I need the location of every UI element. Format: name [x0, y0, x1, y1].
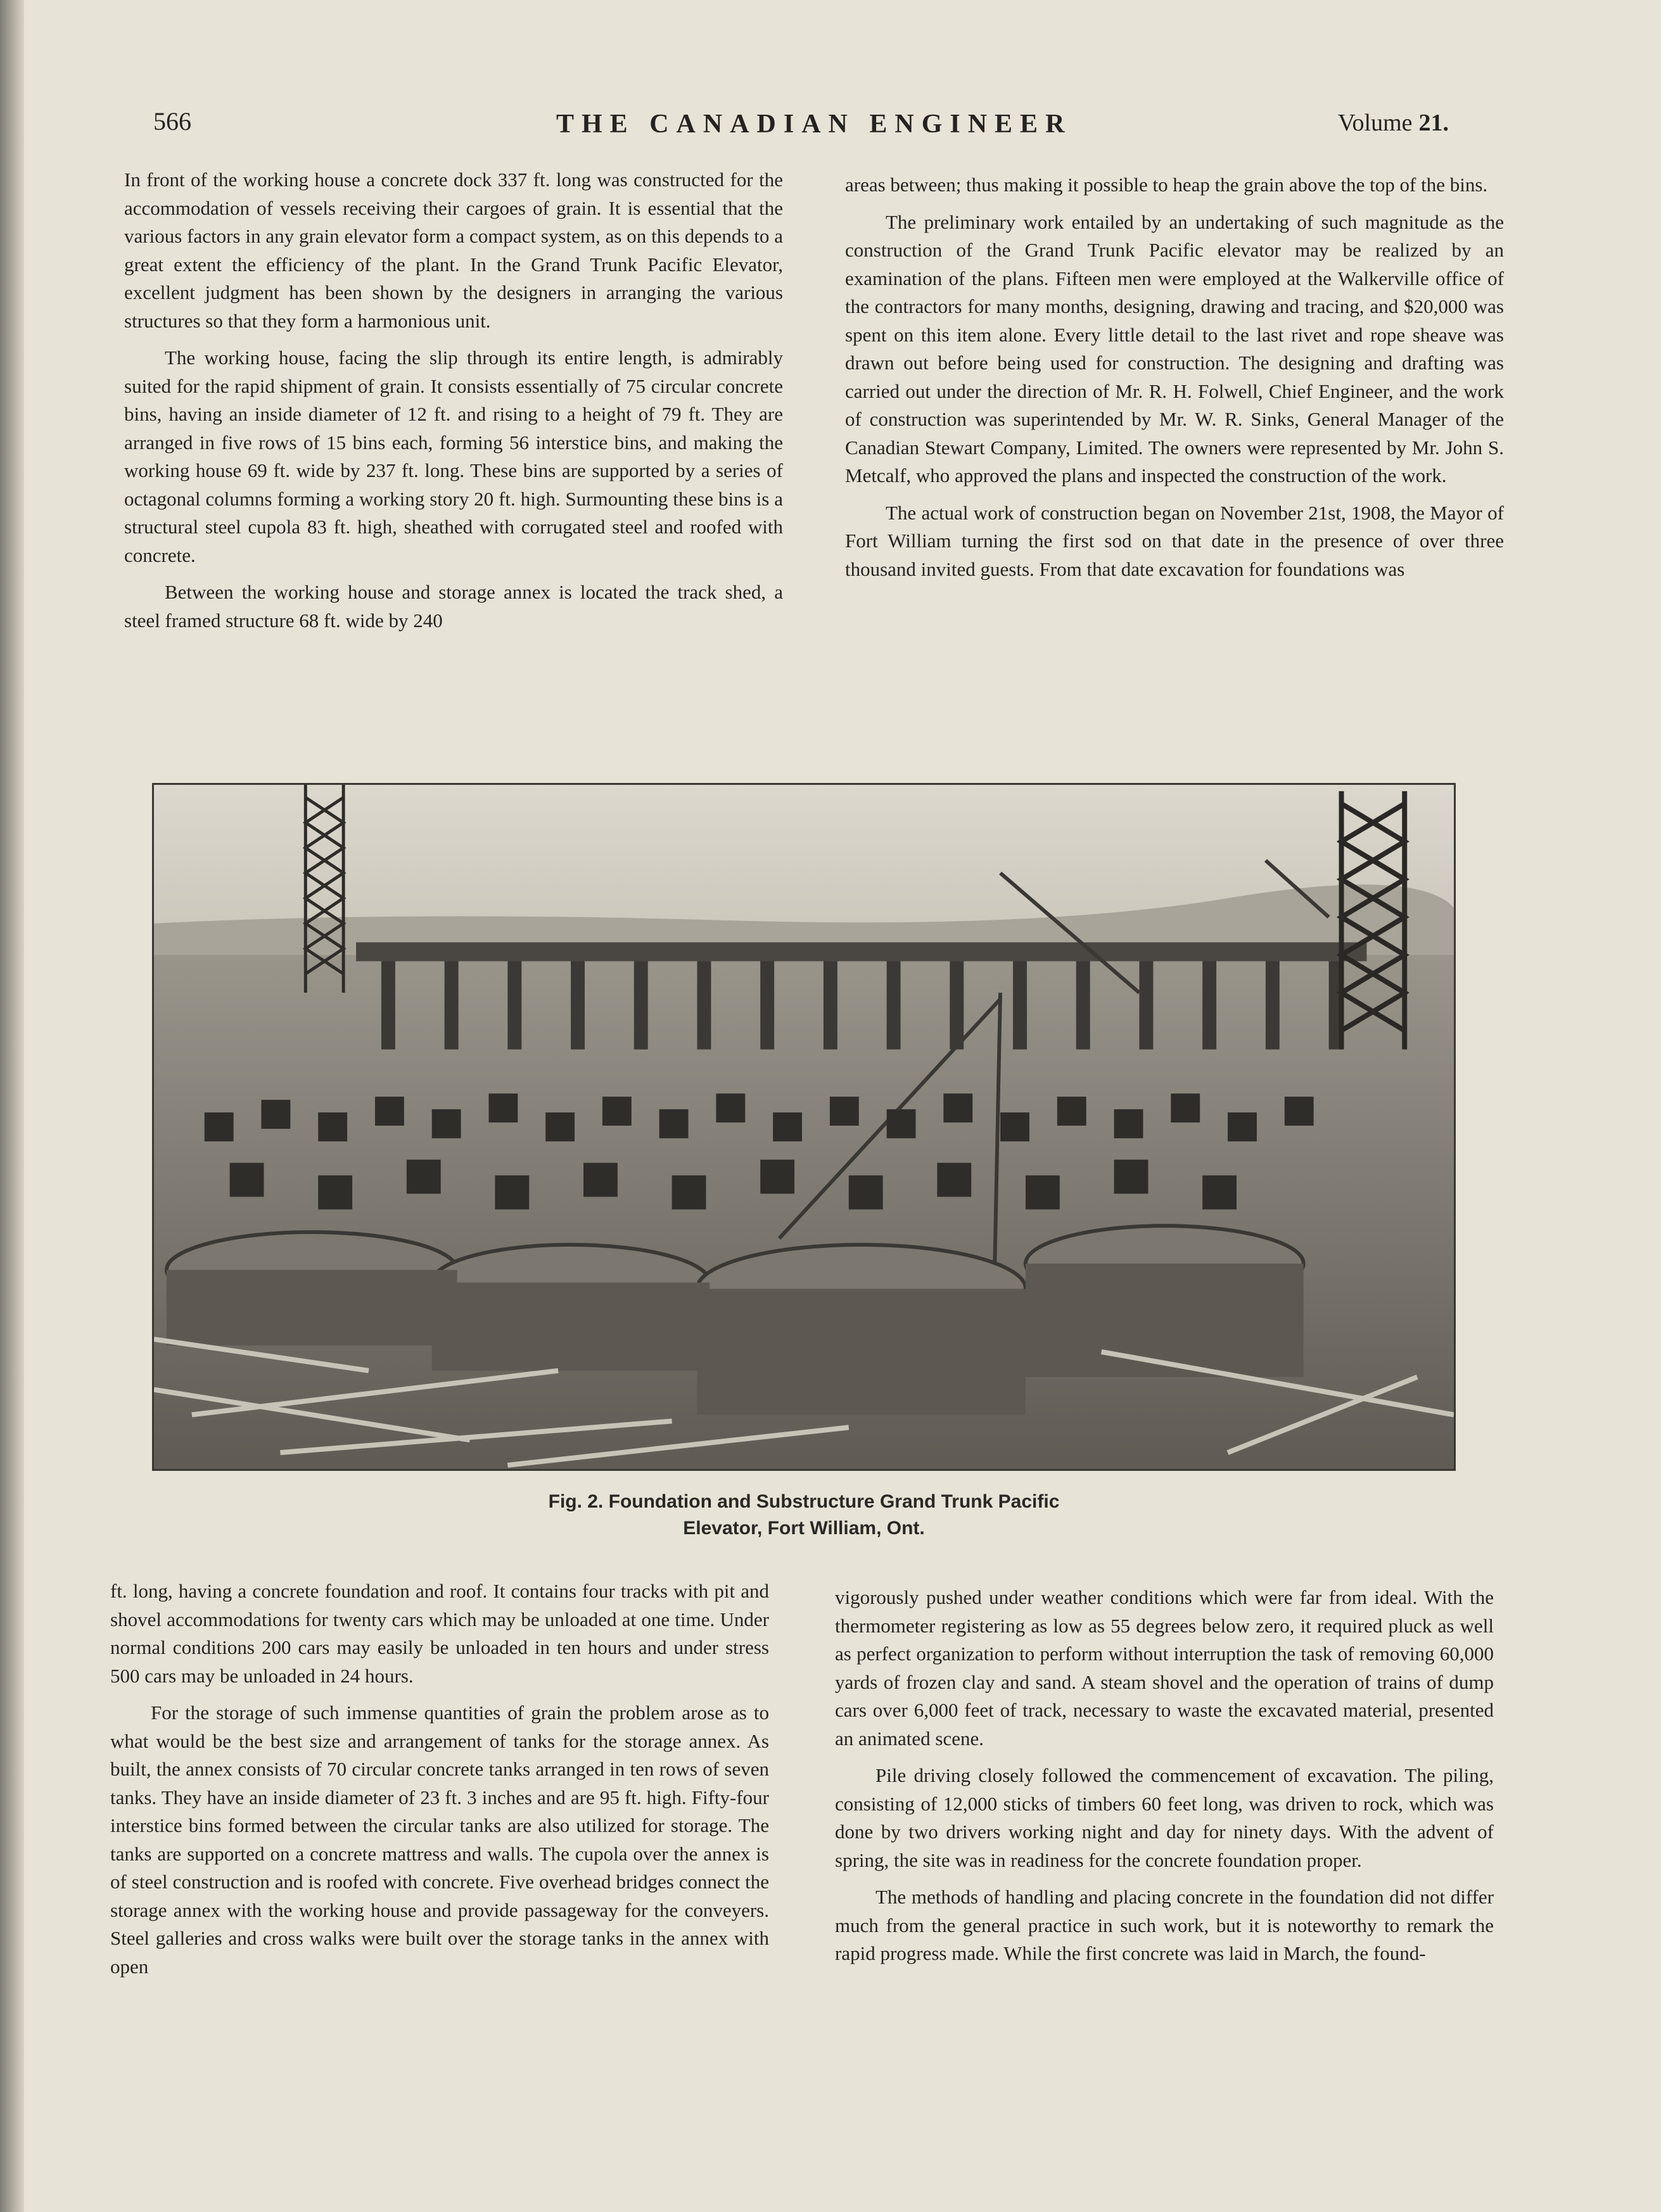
- paragraph: Between the working house and storage annex is located the track shed, a steel framed structure 68 ft. wide by 240: [124, 581, 783, 632]
- running-title: THE CANADIAN ENGINEER: [556, 110, 1072, 139]
- caption-line: Elevator, Fort William, Ont.: [683, 1518, 925, 1539]
- paragraph: In front of the working house a concrete dock 337 ft. long was constructed for the accommodation of vessels receiving their cargoes of grain. It is essential that the various factors in any grain elevator form a compact system, as on this depends to a great extent the efficiency of the plant. In the Grand Trunk Pacific Elevator, excellent judgment has been shown by the designers in arranging the various structures so that they form a harmonious unit.: [124, 168, 783, 332]
- paragraph: areas between; thus making it possible to heap the grain above the top of the bins.: [845, 174, 1488, 196]
- page-binding-edge: [0, 0, 24, 2212]
- column-bottom-left: [110, 1577, 769, 1981]
- volume-label: Volume 21.: [1338, 110, 1449, 136]
- construction-photo: [152, 783, 1456, 1471]
- paragraph: For the storage of such immense quantities of grain the problem arose as to what would be the best size and arrangement of tanks for the storage annex. As built, the annex consists of 70 circular concrete tanks arranged in ten rows of seven tanks. They have an inside diameter of 23 ft. 3 inches and are 95 ft. high. Fifty-four interstice bins formed between the circular tanks are also utilized for storage. The tanks are supported on a concrete mattress and walls. The cupola over the annex is of steel construction and is roofed with concrete. Five overhead bridges connect the storage annex with the working house and provide passageway for the conveyers. Steel galleries and cross walks were built over the storage tanks in the annex with open: [110, 1701, 769, 1978]
- paragraph: ft. long, having a concrete foundation and roof. It contains four tracks with pit and shovel accommodations for twenty cars which may be unloaded at one time. Under normal conditions 200 cars may easily be unloaded in ten hours and under stress 500 cars may be unloaded in 24 hours.: [110, 1580, 769, 1687]
- volume-number: 21.: [1418, 110, 1449, 136]
- paragraph: The working house, facing the slip through its entire length, is admirably suited for the rapid shipment of grain. It consists essentially of 75 circular concrete bins, having an inside diameter of 12 ft. and rising to a height of 79 ft. They are arranged in five rows of 15 bins each, forming 56 interstice bins, and making the working house 69 ft. wide by 237 ft. long. These bins are supported by a series of octagonal columns forming a working story 20 ft. high. Surmounting these bins is a structural steel cupola 83 ft. high, sheathed with corrugated steel and roofed with concrete.: [124, 346, 783, 566]
- figure-caption: [152, 1489, 1456, 1542]
- paragraph: The actual work of construction began on November 21st, 1908, the Mayor of Fort William turning the first sod on that date in the presence of over three thousand invited guests. From that date excavation for foundations was: [845, 501, 1504, 580]
- paragraph: The methods of handling and placing concrete in the foundation did not differ much from the general practice in such work, but it is noteworthy to remark the rapid progress made. While the first concrete was laid in March, the found-: [835, 1886, 1494, 1964]
- paragraph: The preliminary work entailed by an undertaking of such magnitude as the construction of the Grand Trunk Pacific elevator may be realized by an examination of the plans. Fifteen men were employed at the Walkerville office of the contractors for many months, designing, drawing and tracing, and $20,000 was spent on this item alone. Every little detail to the last rivet and rope sheave was drawn out before being used for construction. The designing and drafting was carried out under the direction of Mr. R. H. Folwell, Chief Engineer, and the work of construction was superintended by Mr. W. R. Sinks, General Manager of the Canadian Stewart Company, Limited. The owners were represented by Mr. John S. Metcalf, who approved the plans and inspected the construction of the work.: [845, 210, 1504, 486]
- page-header: [0, 106, 1661, 151]
- column-top-left: [124, 166, 783, 635]
- page-number: 566: [153, 107, 191, 136]
- column-bottom-right: [835, 1584, 1494, 1968]
- photo-illustration: [154, 785, 1454, 1469]
- paragraph: vigorously pushed under weather conditions which were far from ideal. With the thermometer registering as low as 55 degrees below zero, it required pluck as well as perfect organization to perform without interruption the task of removing 60,000 yards of frozen clay and sand. A steam shovel and the operation of trains of dump cars over 6,000 feet of track, necessary to waste the excavated material, presented an animated scene.: [835, 1586, 1494, 1750]
- paragraph: Pile driving closely followed the commencement of excavation. The piling, consisting of 12,000 sticks of timbers 60 feet long, was driven to rock, which was done by two drivers working night and day for ninety days. With the advent of spring, the site was in readiness for the concrete foundation proper.: [835, 1764, 1494, 1871]
- caption-line: Fig. 2. Foundation and Substructure Grand Trunk Pacific: [548, 1491, 1060, 1512]
- column-top-right: [845, 171, 1504, 583]
